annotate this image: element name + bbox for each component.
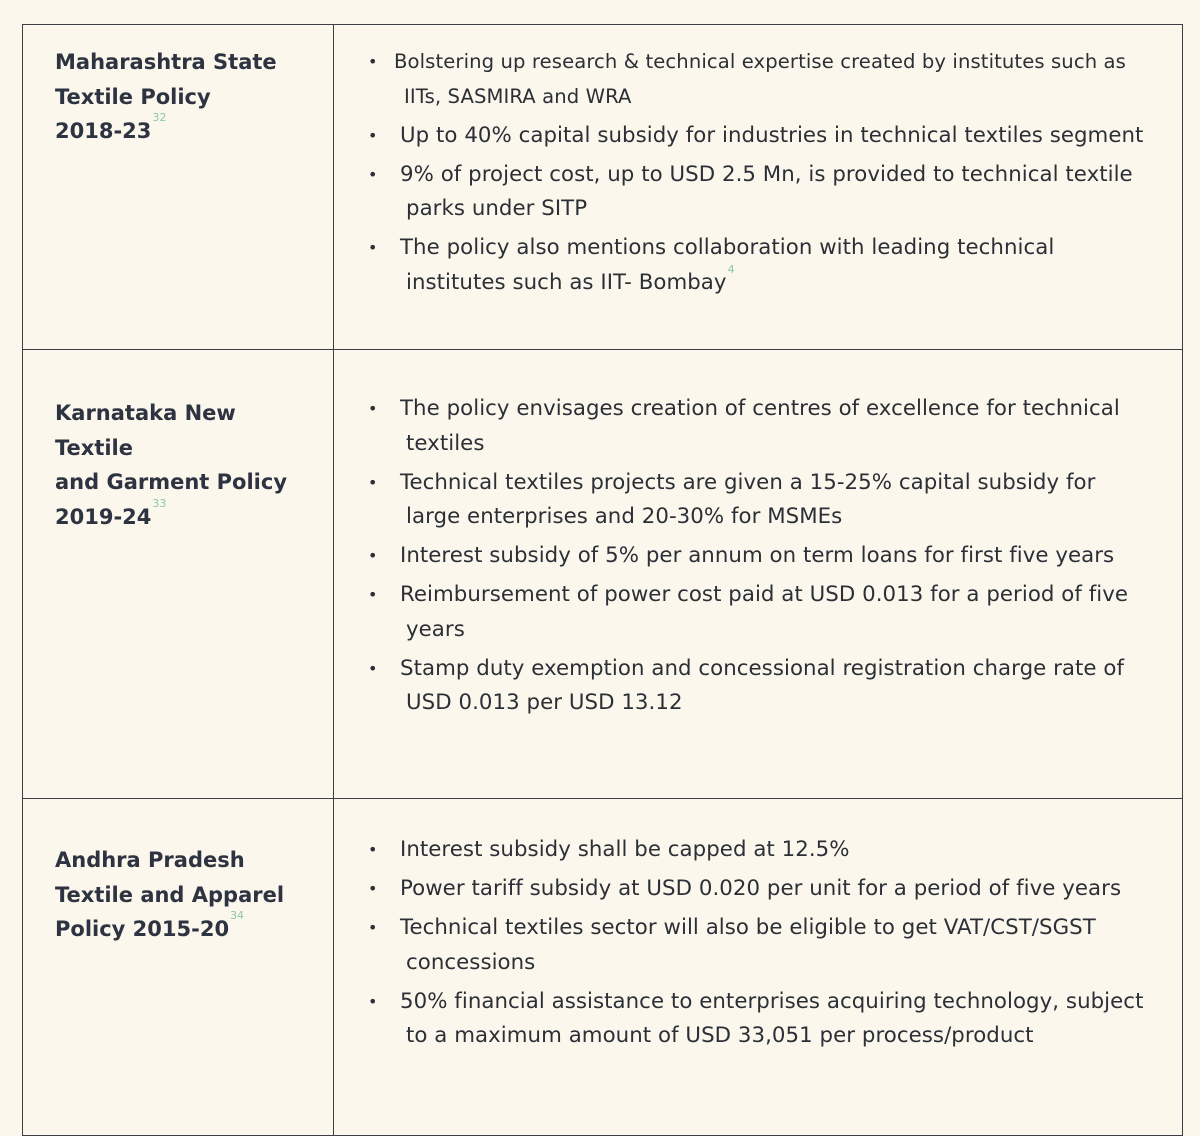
bullet-icon: • <box>368 879 378 898</box>
footnote-reference: 34 <box>230 909 245 922</box>
list-item <box>364 652 1182 721</box>
bullet-text-continuation: concessions <box>406 949 536 975</box>
policy-name-line <box>55 111 320 149</box>
policy-name-line: Karnataka New Textile <box>55 401 236 460</box>
bullet-text-continuation: textiles <box>406 430 485 456</box>
bullet-icon: • <box>368 472 378 492</box>
policy-name <box>55 843 320 947</box>
policy-name-line-text: 2018-23 <box>55 119 152 143</box>
bullet-text-continuation-text: institutes such as IIT- Bombay <box>406 269 727 295</box>
policy-name-line: Textile Policy <box>55 84 211 109</box>
bullet-text: The policy also mentions collaboration with leading technical <box>400 235 1055 260</box>
bullet-text-continuation: to a maximum amount of USD 33,051 per process/product <box>406 1023 1034 1048</box>
bullet-icon: • <box>368 585 378 604</box>
policy-bullet-list <box>364 45 1182 300</box>
bullet-icon: • <box>368 840 378 859</box>
policy-name-cell <box>23 799 334 1136</box>
bullet-text-continuation: IITs, SASMIRA and WRA <box>404 84 632 108</box>
bullet-text: Up to 40% capital subsidy for industries in technical textiles segment <box>400 122 1144 148</box>
bullet-text: Interest subsidy shall be capped at 12.5% <box>400 837 850 862</box>
policy-name-cell <box>23 350 334 799</box>
list-item <box>364 119 1182 154</box>
list-item <box>364 578 1182 647</box>
bullet-text: 50% financial assistance to enterprises acquiring technology, subject <box>400 988 1144 1014</box>
bullet-icon: • <box>368 918 378 937</box>
bullet-text: Technical textiles sector will also be eligible to get VAT/CST/SGST <box>400 915 1096 940</box>
bullet-text: 9% of project cost, up to USD 2.5 Mn, is provided to technical textile <box>400 161 1133 187</box>
bullet-text: Reimbursement of power cost paid at USD 0.013 for a period of five <box>400 582 1129 607</box>
list-item <box>364 45 1182 114</box>
bullet-text-continuation: large enterprises and 20-30% for MSMEs <box>406 504 843 529</box>
table-row <box>23 350 1183 799</box>
policy-details-cell <box>334 799 1183 1136</box>
policy-name <box>55 45 320 149</box>
policy-details-cell <box>334 350 1183 799</box>
policy-name-line: Maharashtra State <box>55 50 277 74</box>
footnote-reference: 4 <box>727 262 735 276</box>
bullet-text-continuation <box>400 262 1182 301</box>
bullet-icon: • <box>368 164 378 184</box>
list-item <box>364 158 1182 227</box>
policy-table <box>22 24 1183 1136</box>
bullet-text-continuation: years <box>406 616 465 642</box>
policy-name-cell <box>23 25 334 350</box>
list-item <box>364 985 1182 1054</box>
policy-name-line: Andhra Pradesh <box>55 848 245 872</box>
policy-name <box>55 396 320 534</box>
list-item <box>364 539 1182 574</box>
list-item <box>364 872 1182 907</box>
bullet-text: Interest subsidy of 5% per annum on term loans for first five years <box>400 543 1115 568</box>
bullet-icon: • <box>368 546 378 565</box>
policy-name-line-text: 2019-24 <box>55 504 152 529</box>
bullet-icon: • <box>368 52 378 71</box>
list-item <box>364 833 1182 868</box>
bullet-text: Power tariff subsidy at USD 0.020 per unit for a period of five years <box>400 876 1122 901</box>
policy-details-cell <box>334 25 1183 350</box>
bullet-icon: • <box>368 238 378 257</box>
bullet-text: Stamp duty exemption and concessional registration charge rate of <box>400 655 1125 681</box>
policy-bullet-list <box>364 833 1182 1054</box>
policy-name-line: and Garment Policy <box>55 470 288 494</box>
bullet-icon: • <box>368 399 378 418</box>
list-item <box>364 911 1182 980</box>
policy-name-line-text: Policy 2015-20 <box>55 917 230 941</box>
list-item <box>364 392 1182 461</box>
bullet-text: Bolstering up research & technical expertise created by institutes such as <box>394 50 1126 73</box>
list-item <box>364 231 1182 300</box>
policy-bullet-list <box>364 392 1182 721</box>
policy-name-line <box>55 909 320 947</box>
footnote-reference: 32 <box>152 111 167 124</box>
footnote-reference: 33 <box>152 496 167 510</box>
bullet-text: The policy envisages creation of centres of excellence for technical <box>400 396 1120 421</box>
policy-name-line: Textile and Apparel <box>55 882 285 907</box>
table-row <box>23 25 1183 350</box>
bullet-text-continuation: USD 0.013 per USD 13.12 <box>406 690 683 715</box>
bullet-icon: • <box>368 125 378 145</box>
bullet-icon: • <box>368 991 378 1011</box>
bullet-text: Technical textiles projects are given a 15-25% capital subsidy for <box>400 469 1096 495</box>
bullet-text-continuation: parks under SITP <box>406 196 588 221</box>
bullet-icon: • <box>368 658 378 678</box>
list-item <box>364 466 1182 535</box>
table-row <box>23 799 1183 1136</box>
policy-name-line <box>55 496 320 535</box>
